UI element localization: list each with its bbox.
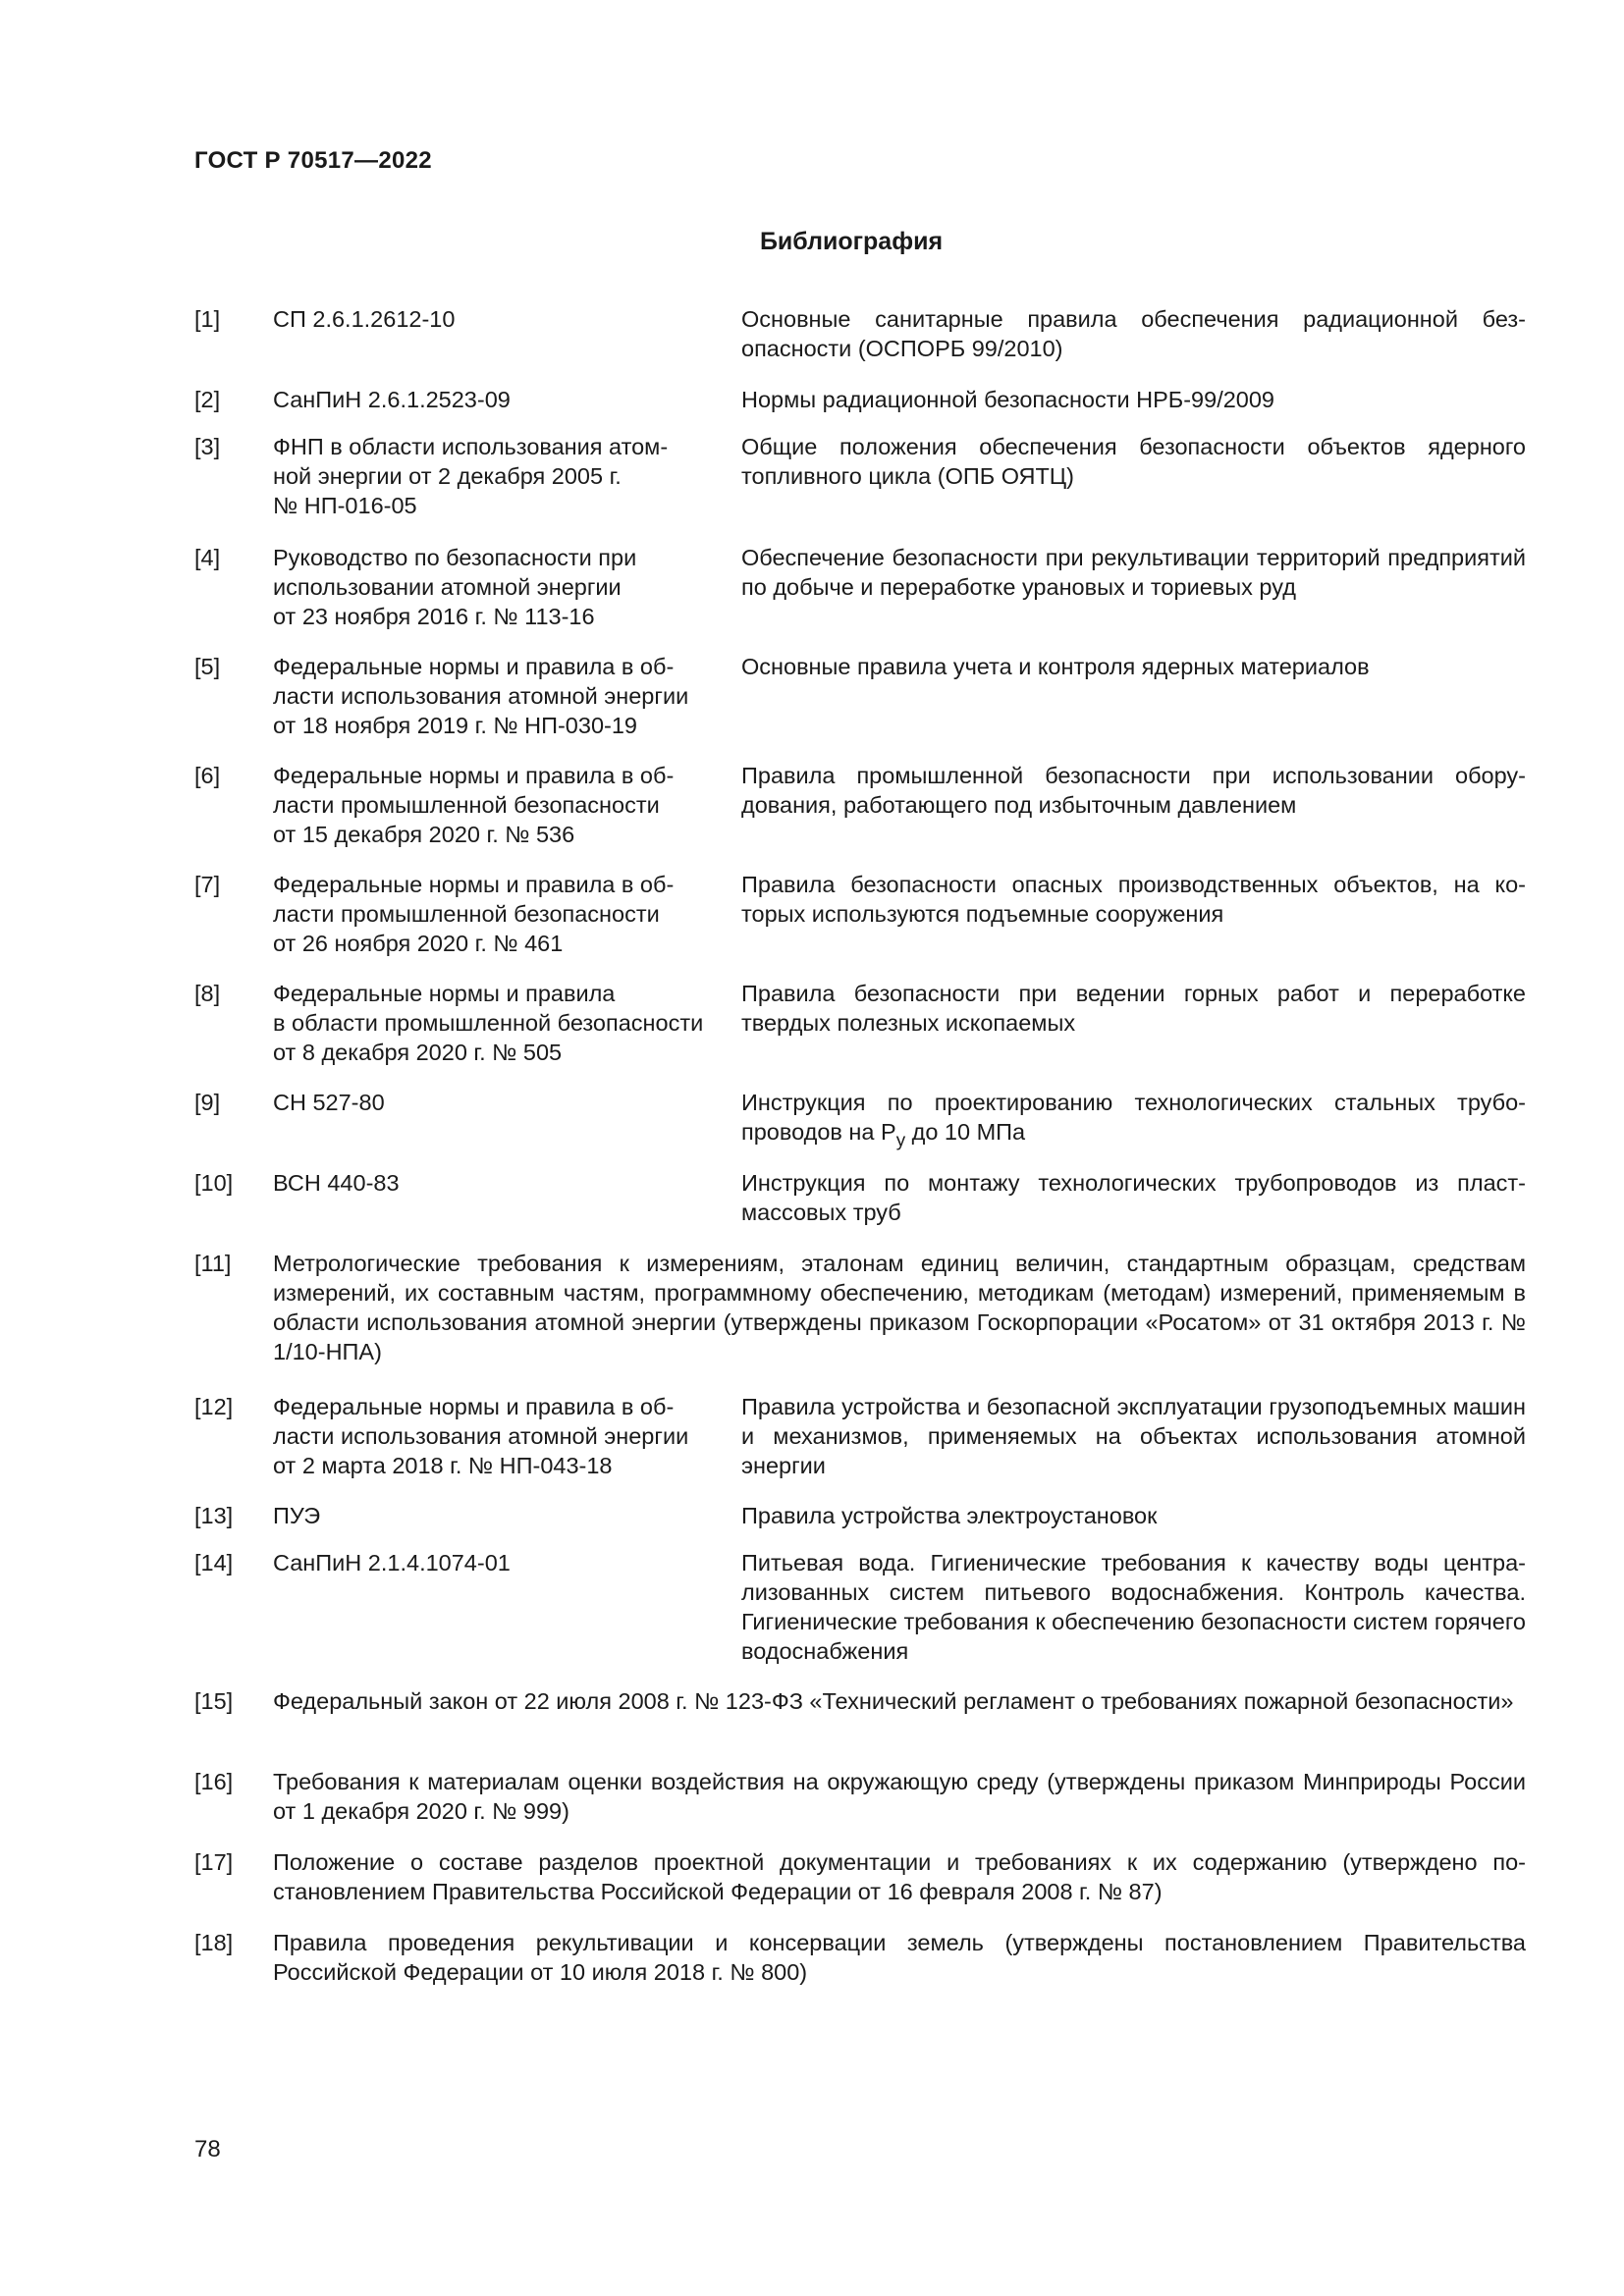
entry-source-line: от 18 ноября 2019 г. № НП-030-19 [273,713,637,738]
entry-full-text: Правила проведения рекультивации и консервации земель (утверждены постановлением Правительства Российской Федерации от 10 июля 2018 г. № 800) [273,1930,1526,1985]
entry-number: [6] [194,763,221,788]
entry-title: Правила безопасности опасных производственных объектов, на которых используются подъемные сооружения [741,872,1526,927]
bibliography-entry [194,979,1526,1067]
entry-number: [17] [194,1849,234,1875]
bibliography-entry [194,304,1526,363]
entry-number: [2] [194,387,221,412]
bibliography-entry [194,543,1526,631]
entry-number: [10] [194,1170,234,1196]
entry-source-line: ласти использования атомной энергии [273,1423,689,1449]
entry-source [273,1392,741,1480]
entry-source-line: Федеральные нормы и правила в об- [273,654,675,679]
bibliography-entry [194,1392,1526,1480]
entry-source-line: использовании атомной энергии [273,574,622,600]
entry-source [273,1088,741,1147]
entry-title: Правила устройства электроустановок [741,1503,1158,1528]
entry-title-tail: до 10 МПа [905,1119,1026,1145]
entry-source-line: СН 527-80 [273,1090,385,1115]
entry-number: [1] [194,306,221,332]
bibliography-entry [194,432,1526,520]
entry-source [273,761,741,849]
bibliography-entry [194,1548,1526,1666]
entry-source [273,432,741,520]
entry-number: [14] [194,1550,234,1575]
entry-title-subscript: у [895,1129,906,1150]
bibliography-entry [194,1686,1526,1716]
entry-number: [11] [194,1251,232,1276]
entry-full-text: Федеральный закон от 22 июля 2008 г. № 123-ФЗ «Технический регламент о требованиях пожарной безопасности» [273,1688,1514,1714]
entry-title-main: Инструкция по проектированию технологических стальных трубопроводов на P [741,1090,1526,1145]
entry-source-line: от 23 ноября 2016 г. № 113-16 [273,604,595,629]
entry-source [273,543,741,631]
entry-full-text: Метрологические требования к измерениям, эталонам единиц величин, стандартным образцам, средствам измерений, их составным частям, программному обеспечению, методикам (методам) измерений, применяемым в области использования атомной энергии (утверждены приказом Госкорпорации «Росатом» от 31 октября 2013 г. № 1/10-НПА) [273,1251,1526,1364]
entry-number: [15] [194,1688,234,1714]
entry-source-line: Федеральные нормы и правила в об- [273,872,675,897]
entry-number: [18] [194,1930,234,1955]
bibliography-entry [194,652,1526,740]
entry-number: [13] [194,1503,234,1528]
entry-source-line: ПУЭ [273,1503,321,1528]
entry-source [273,979,741,1067]
entry-number: [9] [194,1090,221,1115]
entry-title: Питьевая вода. Гигиенические требования к качеству воды централизованных систем питьевого водоснабжения. Контроль качества. Гигиенические требования к обеспечению безопасности систем горячего водоснабжения [741,1550,1526,1664]
entry-source-line: ВСН 440-83 [273,1170,400,1196]
entry-number: [5] [194,654,221,679]
entry-source-line: СП 2.6.1.2612-10 [273,306,456,332]
entry-source-line: СанПиН 2.1.4.1074-01 [273,1550,511,1575]
entry-number: [3] [194,434,221,459]
entry-source-line: от 8 декабря 2020 г. № 505 [273,1040,563,1065]
entry-title [741,1088,1526,1150]
entry-title: Нормы радиационной безопасности НРБ-99/2009 [741,387,1275,412]
entry-source [273,1548,741,1666]
bibliography-entry [194,1249,1526,1366]
bibliography-entry [194,1168,1526,1227]
entry-source-line: ной энергии от 2 декабря 2005 г. [273,463,622,489]
entry-number: [12] [194,1394,234,1419]
entry-title: Основные правила учета и контроля ядерных материалов [741,654,1370,679]
entry-title: Основные санитарные правила обеспечения радиационной безопасности (ОСПОРБ 99/2010) [741,306,1526,361]
bibliography-entry [194,1501,1526,1530]
entry-number: [7] [194,872,221,897]
entry-title: Правила устройства и безопасной эксплуатации грузоподъемных машин и механизмов, применяемых на объектах использования атомной энергии [741,1394,1526,1478]
entry-source [273,1501,741,1530]
entry-source-line: СанПиН 2.6.1.2523-09 [273,387,511,412]
bibliography-entry [194,761,1526,849]
entry-source-line: в области промышленной безопасности [273,1010,704,1036]
entry-source-line: от 2 марта 2018 г. № НП-043-18 [273,1453,613,1478]
bibliography-entry [194,1928,1526,1987]
bibliography-entry [194,1767,1526,1826]
entry-source [273,304,741,363]
entry-source-line: Федеральные нормы и правила в об- [273,1394,675,1419]
entry-source-line: ласти промышленной безопасности [273,901,660,927]
entry-source-line: ласти использования атомной энергии [273,683,689,709]
entry-source-line: № НП-016-05 [273,493,417,518]
entry-title: Правила промышленной безопасности при использовании оборудования, работающего под избыточным давлением [741,763,1526,818]
entry-source [273,870,741,958]
document-code: ГОСТ Р 70517—2022 [194,147,432,174]
entry-number: [4] [194,545,221,570]
bibliography-entry [194,385,1526,414]
entry-source [273,1168,741,1227]
page-number: 78 [194,2136,221,2163]
entry-title: Инструкция по монтажу технологических трубопроводов из пластмассовых труб [741,1170,1526,1225]
entry-source-line: ласти промышленной безопасности [273,792,660,818]
entry-title: Общие положения обеспечения безопасности объектов ядерного топливного цикла (ОПБ ОЯТЦ) [741,434,1526,489]
section-title: Библиография [759,228,944,255]
entry-title: Обеспечение безопасности при рекультивации территорий предприятий по добыче и переработке урановых и ториевых руд [741,545,1526,600]
entry-number: [16] [194,1769,234,1794]
entry-source-line: от 15 декабря 2020 г. № 536 [273,822,575,847]
entry-title: Правила безопасности при ведении горных работ и переработке твердых полезных ископаемых [741,981,1526,1036]
entry-full-text: Положение о составе разделов проектной документации и требованиях к их содержанию (утверждено постановлением Правительства Российской Федерации от 16 февраля 2008 г. № 87) [273,1849,1526,1904]
bibliography-entry [194,1847,1526,1906]
entry-full-text: Требования к материалам оценки воздействия на окружающую среду (утверждены приказом Минприроды России от 1 декабря 2020 г. № 999) [273,1769,1526,1824]
entry-source-line: Федеральные нормы и правила в об- [273,763,675,788]
bibliography-entry [194,870,1526,958]
entry-source [273,652,741,740]
entry-source-line: Руководство по безопасности при [273,545,637,570]
bibliography-entry [194,1088,1526,1150]
entry-source [273,385,741,414]
entry-source-line: Федеральные нормы и правила [273,981,616,1006]
entry-source-line: ФНП в области использования атом- [273,434,669,459]
entry-source-line: от 26 ноября 2020 г. № 461 [273,931,564,956]
entry-number: [8] [194,981,221,1006]
